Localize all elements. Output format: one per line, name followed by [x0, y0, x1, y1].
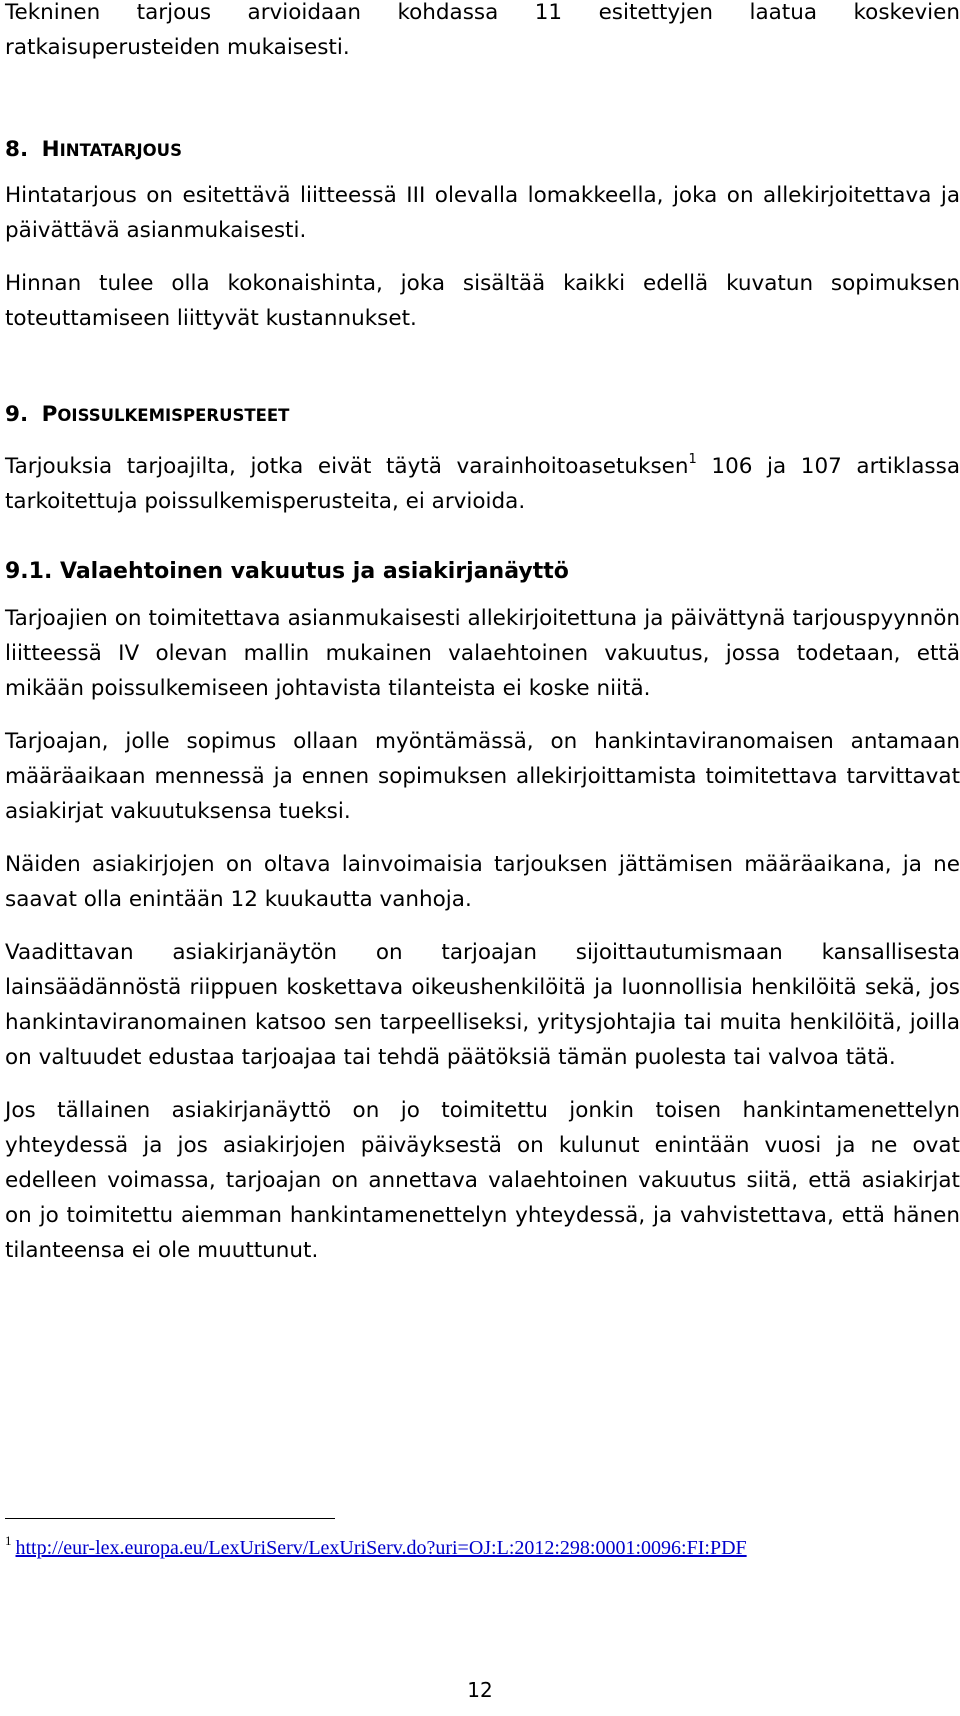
section-9-1-heading: 9.1. Valaehtoinen vakuutus ja asiakirjanäyttö — [5, 559, 569, 584]
section-9-heading — [5, 400, 960, 431]
section-9-paragraph — [5, 449, 960, 519]
section-8-title-initial: H — [41, 137, 60, 162]
footnote-mark: 1 — [5, 1533, 12, 1548]
section-9-title-initial: P — [41, 402, 58, 427]
section-8-heading — [5, 135, 960, 166]
section-8-paragraph-1: Hintatarjous on esitettävä liitteessä III olevalla lomakkeella, joka on allekirjoitettava ja päivättävä asianmukaisesti. — [5, 183, 960, 243]
section-8-paragraph-2: Hinnan tulee olla kokonaishinta, joka sisältää kaikki edellä kuvatun sopimuksen toteuttamiseen liittyvät kustannukset. — [5, 271, 960, 331]
footnote-reference: 1 — [688, 452, 697, 467]
footnote-separator — [5, 1518, 335, 1519]
intro-paragraph: Tekninen tarjous arvioidaan kohdassa 11 esitettyjen laatua koskevien ratkaisuperusteiden mukaisesti. — [5, 0, 960, 60]
section-9-number: 9. — [5, 402, 29, 427]
section-9-text-end: 106 ja 107 artiklassa tarkoitettuja poissulkemisperusteita, ei arvioida. — [5, 454, 960, 514]
section-9-1-paragraph-5: Jos tällainen asiakirjanäyttö on jo toimitettu jonkin toisen hankintamenettelyn yhteydessä ja jos asiakirjojen päiväyksestä on kulunut enintään vuosi ja ne ovat edelleen voimassa, tarjoajan on annettava valaehtoinen vakuutus siitä, että asiakirjat on jo toimitettu aiemman hankintamenettelyn yhteydessä, ja vahvistettava, että hänen tilanteensa ei ole muuttunut. — [5, 1098, 960, 1263]
section-9-1-paragraph-4: Vaadittavan asiakirjanäytön on tarjoajan sijoittautumismaan kansallisesta lainsäädännöstä riippuen koskettava oikeushenkilöitä ja luonnollisia henkilöitä sekä, jos hankintaviranomainen katsoo sen tarpeelliseksi, yritysjohtajia tai muita henkilöitä, joilla on valtuudet edustaa tarjoajaa tai tehdä päätöksiä tämän puolesta tai valvoa tätä. — [5, 940, 960, 1070]
section-9-text-start: Tarjouksia tarjoajilta, jotka eivät täytä varainhoitoasetuksen — [5, 454, 689, 479]
page-number: 12 — [467, 1678, 493, 1702]
footnote-link[interactable]: http://eur-lex.europa.eu/LexUriServ/LexUriServ.do?uri=OJ:L:2012:298:0001:0096:FI:PDF — [15, 1537, 747, 1559]
section-9-1-paragraph-3: Näiden asiakirjojen on oltava lainvoimaisia tarjouksen jättämisen määräaikana, ja ne saavat olla enintään 12 kuukautta vanhoja. — [5, 852, 960, 912]
footnote — [5, 1535, 747, 1561]
section-8-title-rest: INTATARJOUS — [59, 141, 182, 160]
section-8-number: 8. — [5, 137, 29, 162]
section-9-title-rest: OISSULKEMISPERUSTEET — [57, 406, 290, 425]
section-9-1-paragraph-1: Tarjoajien on toimitettava asianmukaisesti allekirjoitettuna ja päivättynä tarjouspyynnön liitteessä IV olevan mallin mukainen valaehtoinen vakuutus, jossa todetaan, että mikään poissulkemiseen johtavista tilanteista ei koske niitä. — [5, 606, 960, 701]
section-9-1-paragraph-2: Tarjoajan, jolle sopimus ollaan myöntämässä, on hankintaviranomaisen antamaan määräaikaan mennessä ja ennen sopimuksen allekirjoittamista toimitettava tarvittavat asiakirjat vakuutuksensa tueksi. — [5, 729, 960, 824]
document-page — [5, 0, 960, 1268]
